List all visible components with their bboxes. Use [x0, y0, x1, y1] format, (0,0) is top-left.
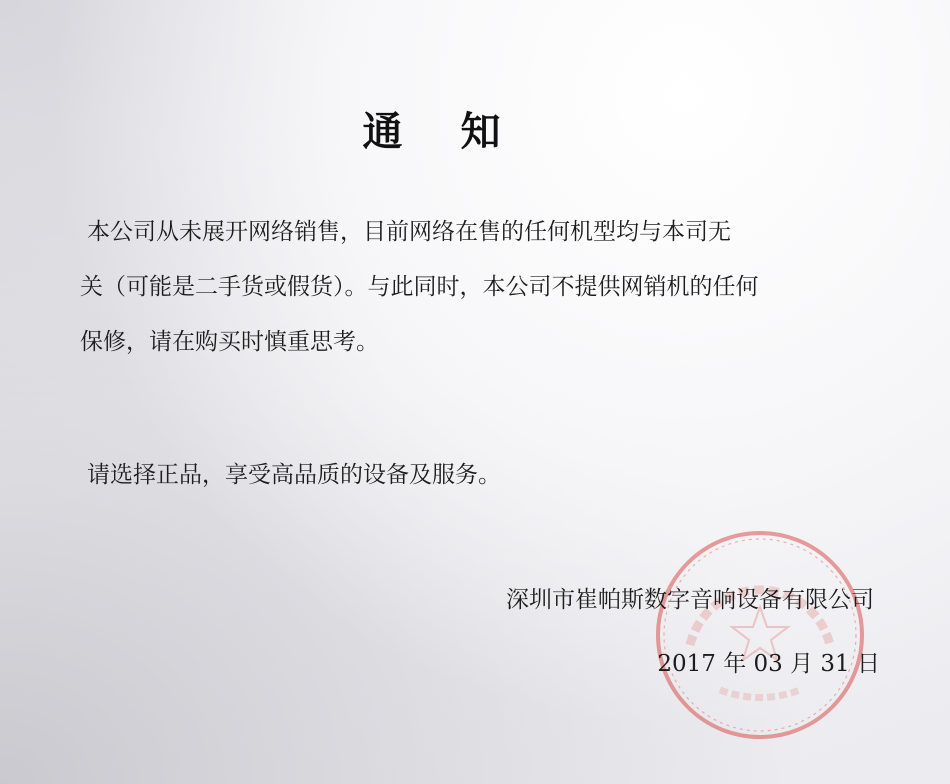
notice-date: 2017 年 03 月 31 日 [657, 651, 880, 677]
notice-body [80, 205, 855, 370]
company-name: 深圳市崔帕斯数字音响设备有限公司 [506, 587, 874, 613]
company-seal-icon [650, 525, 870, 745]
body-line-3: 保修，请在购买时慎重思考。 [80, 329, 379, 355]
body-line-1: 本公司从未展开网络销售，目前网络在售的任何机型均与本司无 [87, 219, 731, 245]
closing-sentence: 请选择正品，享受高品质的设备及服务。 [87, 462, 501, 488]
body-line-2: 关（可能是二手货或假货）。与此同时，本公司不提供网销机的任何 [80, 274, 759, 300]
notice-title: 通 知 [362, 109, 523, 155]
